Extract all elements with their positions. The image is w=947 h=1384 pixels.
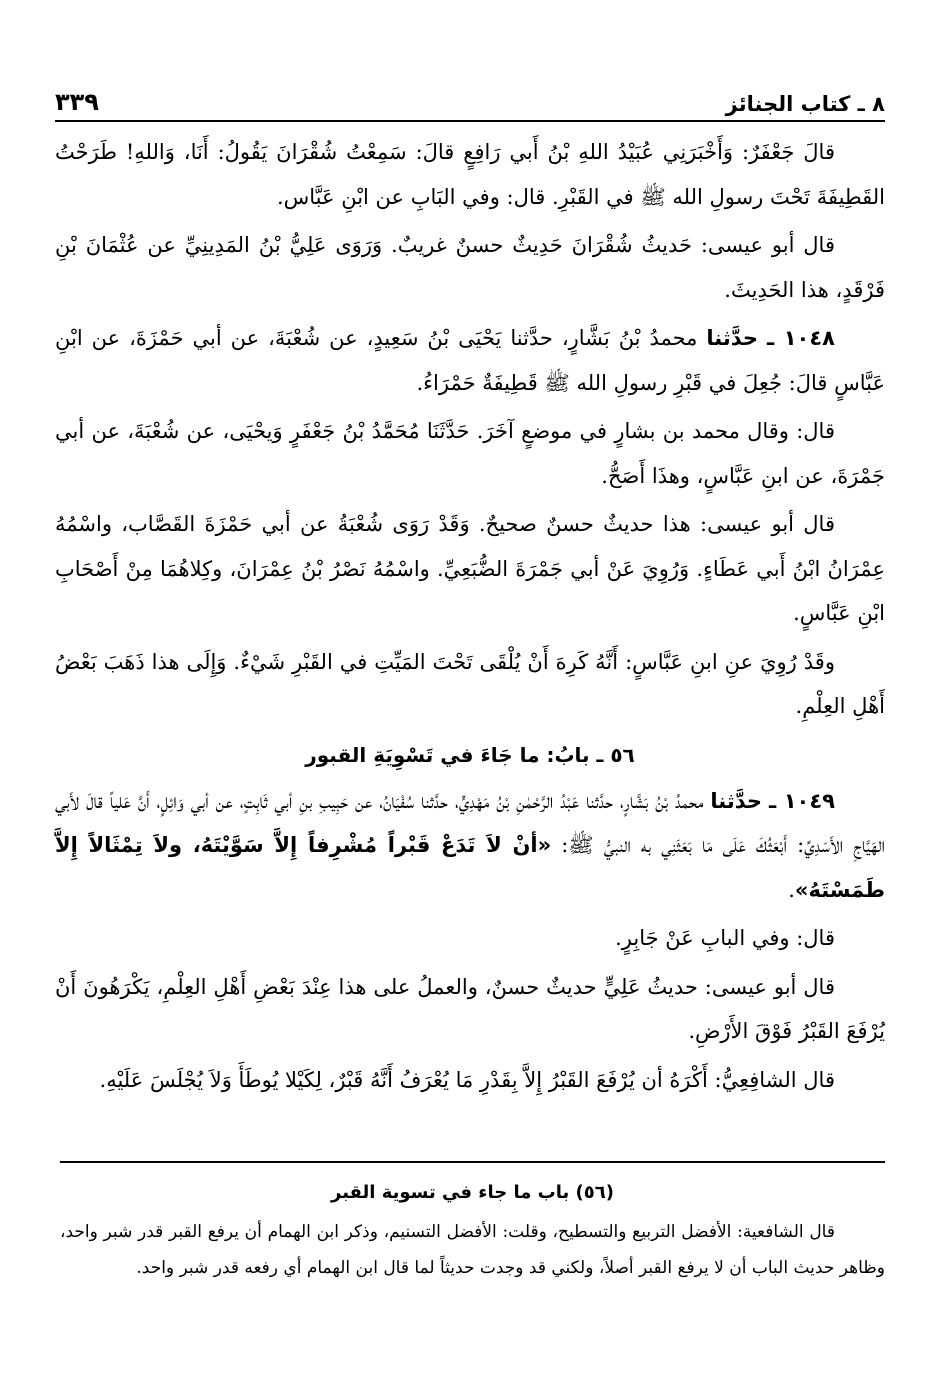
footnotes: [60, 1176, 885, 1286]
section-heading: ٥٦ ـ بابُ: ما جَاءَ في تَسْوِيَةِ القبور: [305, 742, 635, 767]
page-number: ٣٣٩: [55, 88, 99, 116]
paragraph: قالَ جَعْفَرٌ: وَأَخْبَرَنِي عُبَيْدُ اللهِ بْنُ أَبي رَافِعٍ قالَ: سَمِعْتُ شُقْرَانَ يَقُولُ: أَنَا، وَاللهِ! طَرَحْتُ القَطِيفَةَ تَحْتَ رسولِ الله ﷺ في القَبْرِ. قال: وفي البَابِ عن ابْنِ عَبَّاس.: [55, 140, 885, 209]
footnote-rule: [60, 1161, 885, 1163]
hadith-text: محمدُ بْنُ بَشَّارٍ، حدَّثنا عَبْدُ الرَّحْمٰنِ بْنُ مَهْدِيٍّ، حدَّثنا سُفْيَانُ، عن حَبِيبِ بنِ أبي ثَابِتٍ، عن أبي وَائِلٍ، أَنَّ عَلياً قالَ لأَبي الهَيَّاجِ الأَسَدِيِّ: أَبْعَثُكَ عَلَى مَا بَعَثَنِي به النبيُّ ﷺ:: [55, 788, 885, 857]
paragraph: قال: وفي البابِ عَنْ جَابِرٍ.: [615, 926, 835, 950]
paragraph: قال أبو عيسى: حَديثُ شُقْرَانَ حَدِيثٌ حسنٌ غريبٌ. وَرَوَى عَلِيُّ بْنُ المَدِينِيِّ عن عُثْمَانَ بْنِ فَرْقَدٍ، هذا الحَدِيثَ.: [55, 233, 885, 302]
page: [55, 78, 885, 1106]
footnote-text: قال الشافعية: الأفضل التربيع والتسطيح، وقلت: الأفضل التسنيم، وذكر ابن الهمام أن يرفع القبر قدر شبر واحد، وظاهر حديث الباب أن لا يرفع القبر أصلاً، ولكني قد وجدت حديثاً لما قال ابن الهمام أي رفعه قدر شبر واحد.: [60, 1222, 885, 1278]
paragraph: قال: وقال محمد بن بشارٍ في موضعٍ آخَرَ. حَدَّثَنَا مُحَمَّدُ بْنُ جَعْفَرٍ وَيحْيَى، عن شُعْبَةَ، عن أبي جَمْرَةَ، عن ابنِ عَبَّاسٍ، وهذَا أَصَحُّ.: [55, 419, 885, 488]
haddathana: حدَّثنا: [710, 788, 763, 813]
hadith-end: .: [788, 877, 795, 902]
footnote-heading: (٥٦) باب ما جاء في تسوية القبر: [331, 1182, 614, 1203]
page-header: [55, 78, 885, 116]
hadith-1049: [55, 779, 885, 913]
haddathana: حدَّثنا: [706, 326, 758, 350]
paragraph: قال أبو عيسى: هذا حديثٌ حسنٌ صحيحٌ. وَقَدْ رَوَى شُعْبَةُ عن أبي حَمْزَةَ القَصَّاب، واسْمُهُ عِمْرَانُ ابْنُ أَبي عَطَاءٍ. وَرُوِيَ عَنْ أبي جَمْرَةَ الضُّبَعِيِّ. واسْمُهُ نَصْرُ بْنُ عِمْرَانَ، وكِلاهُمَا مِنْ أَصْحَابِ ابْنِ عَبَّاسٍ.: [55, 512, 885, 625]
header-rule: [55, 120, 885, 122]
hadith-1048: [55, 316, 885, 405]
paragraph: قال الشافِعِيُّ: أَكْرَهُ أن يُرْفَعَ القَبْرُ إِلاَّ بِقَدْرِ مَا يُعْرَفُ أَنَّهُ قَبْرٌ، لِكَيْلا يُوطَأَ وَلاَ يُجْلَسَ عَلَيْهِ.: [99, 1067, 835, 1092]
paragraph: وقَدْ رُوِيَ عنِ ابنِ عَبَّاسٍ: أَنَّهُ كَرِهَ أَنْ يُلْقَى تَحْتَ المَيِّتِ في القَبْرِ شَيْءٌ. وَإِلَى هذا ذَهَبَ بَعْضُ أَهْلِ العِلْمِ.: [55, 649, 885, 718]
hadith-number: ١٠٤٩ ـ: [768, 788, 836, 813]
paragraph: قال أبو عيسى: حديثُ عَلِيٍّ حديثٌ حسنٌ، والعملُ على هذا عِنْدَ بَعْضِ أَهْلِ العِلْمِ، يَكْرَهُونَ أَنْ يُرْفَعَ القَبْرُ فَوْقَ الأَرْضِ.: [55, 974, 885, 1043]
hadith-text: محمدُ بْنُ بَشَّارٍ، حدَّثنا يَحْيَى بْنُ سَعِيدٍ، عن شُعْبَةَ، عن أبي حَمْزَةَ، عن ابْنِ عَبَّاسٍ قالَ: جُعِلَ في قَبْرِ رسولِ الله ﷺ قَطِيفَةٌ حَمْرَاءُ.: [55, 326, 885, 395]
main-text: [55, 130, 885, 1102]
hadith-number: ١٠٤٨ ـ: [766, 326, 835, 350]
chapter-title: ٨ ـ كتاب الجنائز: [725, 92, 885, 116]
prophetic-quote: «أنْ لاَ تَدَعْ قَبْراً مُشْرِفاً إِلاَّ سَوَّيْتَهُ، ولاَ تِمْثَالاً إِلاَّ طَمَسْتَهُ»: [55, 833, 885, 902]
